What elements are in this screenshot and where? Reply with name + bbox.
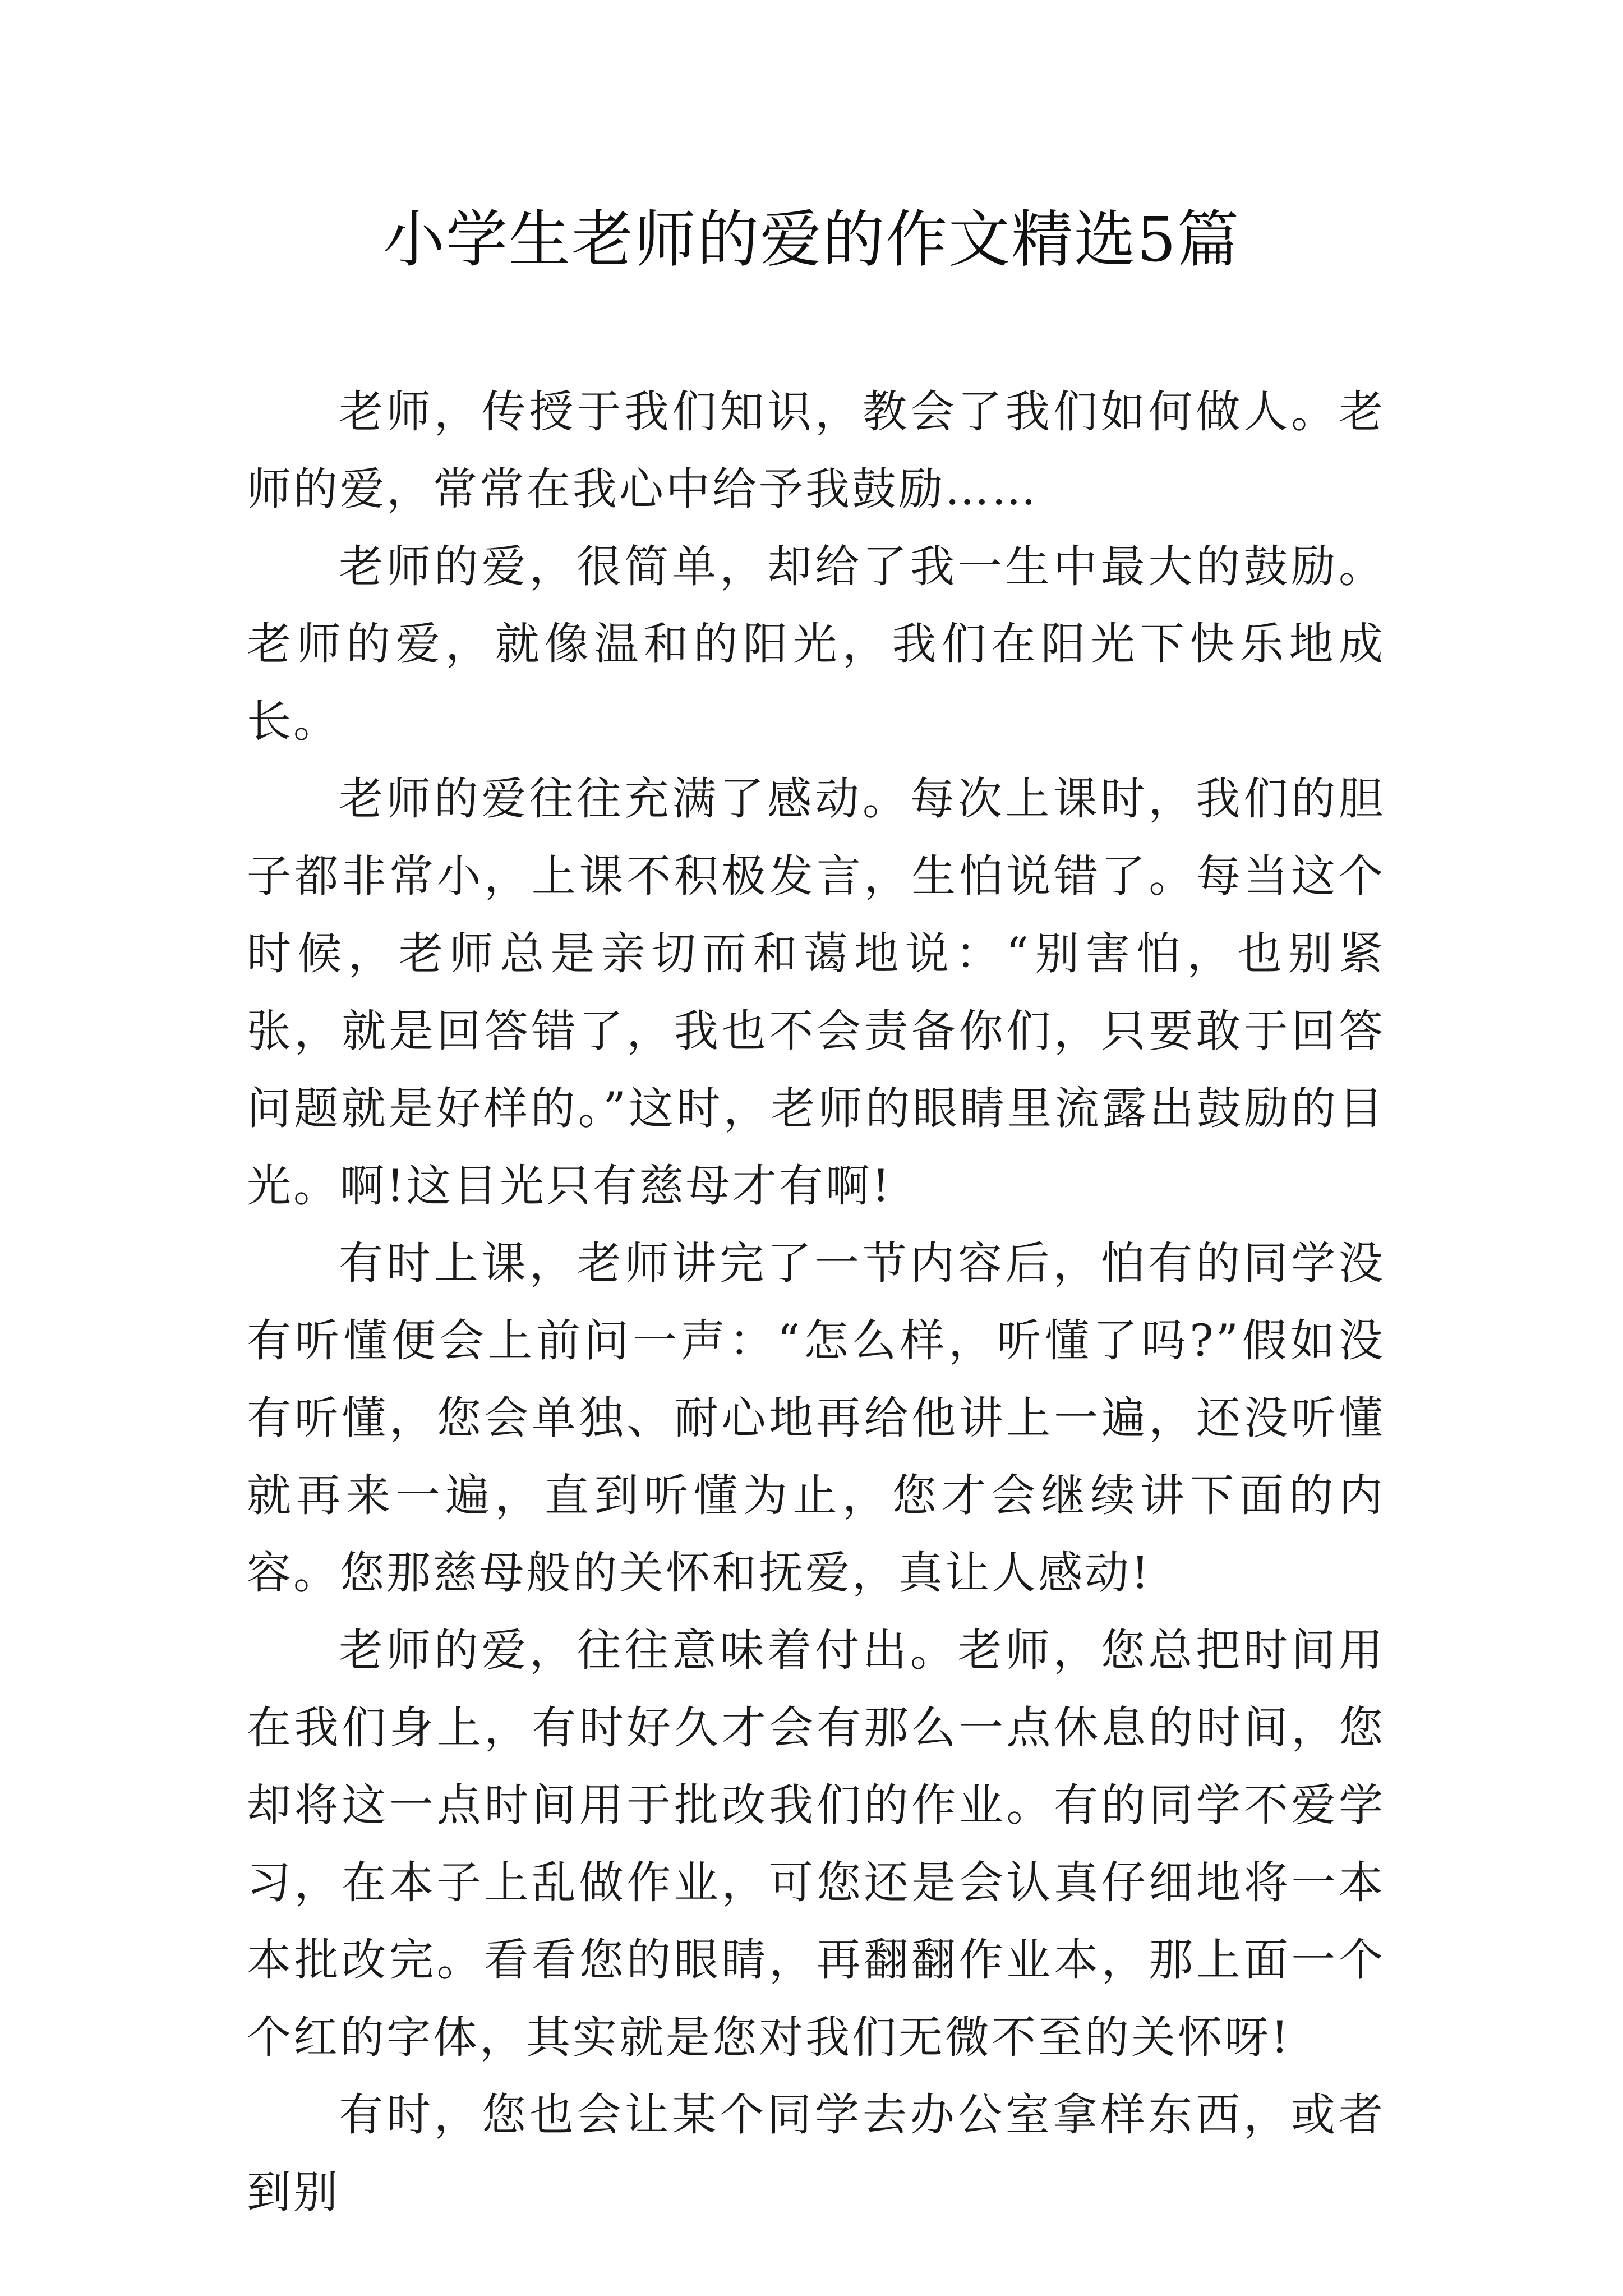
paragraph: 有时上课，老师讲完了一节内容后，怕有的同学没有听懂便会上前问一声：“怎么样，听懂了吗?”假如没有听懂，您会单独、耐心地再给他讲上一遍，还没听懂就再来一遍，直到听懂为止，您才会继续讲下面的内容。您那慈母般的关怀和抚爱，真让人感动! [247, 1237, 1385, 1599]
document-body [247, 373, 1385, 2231]
paragraph: 老师的爱，往往意味着付出。老师，您总把时间用在我们身上，有时好久才会有那么一点休息的时间，您却将这一点时间用于批改我们的作业。有的同学不爱学习，在本子上乱做作业，可您还是会认真仔细地将一本本批改完。看看您的眼睛，再翻翻作业本，那上面一个个红的字体，其实就是您对我们无微不至的关怀呀! [247, 1625, 1385, 2063]
paragraph: 老师的爱，很简单，却给了我一生中最大的鼓励。老师的爱，就像温和的阳光，我们在阳光下快乐地成长。 [247, 541, 1385, 747]
paragraph: 老师，传授于我们知识，教会了我们如何做人。老师的爱，常常在我心中给予我鼓励…… [247, 386, 1385, 515]
paragraph: 有时，您也会让某个同学去办公室拿样东西，或者到别 [247, 2089, 1385, 2218]
document-title: 小学生老师的爱的作文精选5篇 [383, 204, 1240, 275]
paragraph: 老师的爱往往充满了感动。每次上课时，我们的胆子都非常小，上课不积极发言，生怕说错了。每当这个时候，老师总是亲切而和蔼地说：“别害怕，也别紧张，就是回答错了，我也不会责备你们，只要敢于回答问题就是好样的。”这时，老师的眼睛里流露出鼓励的目光。啊!这目光只有慈母才有啊! [247, 773, 1385, 1212]
